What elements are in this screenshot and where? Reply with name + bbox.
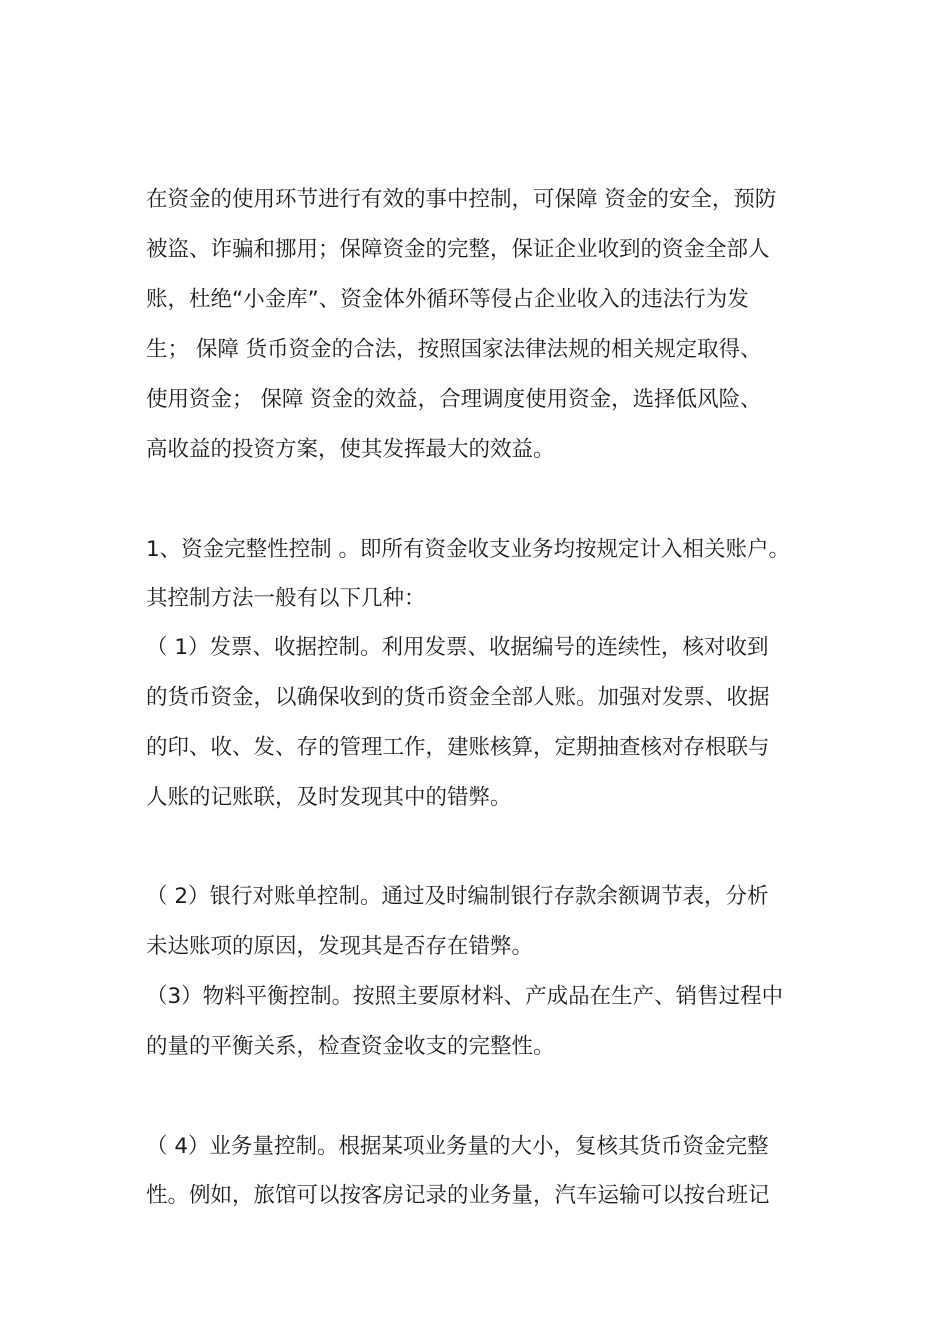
- item-3-line-2: 的量的平衡关系，检查资金收支的完整性。: [146, 1034, 555, 1059]
- paragraph-1-line-1: 在资金的使用环节进行有效的事中控制，可保障 资金的安全，预防: [146, 187, 777, 212]
- section-1-line-4: 的货币资金，以确保收到的货币资金全部人账。加强对发票、收据: [146, 685, 770, 710]
- section-1-line-3: （ 1）发票、收据控制。利用发票、收据编号的连续性，核对收到: [146, 635, 769, 660]
- item-2-line-2: 未达账项的原因，发现其是否存在错弊。: [146, 934, 534, 959]
- section-1-line-6: 人账的记账联，及时发现其中的错弊。: [146, 785, 512, 810]
- section-1-line-2: 其控制方法一般有以下几种：: [146, 586, 426, 611]
- item-4-line-1: （ 4）业务量控制。根据某项业务量的大小，复核其货币资金完整: [146, 1134, 769, 1159]
- item-3-line-1: （3）物料平衡控制。按照主要原材料、产成品在生产、销售过程中: [146, 984, 784, 1009]
- paragraph-1-line-6: 高收益的投资方案，使其发挥最大的效益。: [146, 437, 555, 462]
- paragraph-1-line-5: 使用资金； 保障 资金的效益，合理调度使用资金，选择低风险、: [146, 387, 762, 412]
- section-1-line-1: 1、资金完整性控制 。即所有资金收支业务均按规定计入相关账户。: [146, 537, 791, 562]
- item-4-line-2: 性。例如，旅馆可以按客房记录的业务量，汽车运输可以按台班记: [146, 1183, 770, 1208]
- paragraph-1-line-2: 被盗、诈骗和挪用；保障资金的完整，保证企业收到的资金全部人: [146, 237, 770, 262]
- paragraph-1-line-3: 账，杜绝“小金库”、资金体外循环等侵占企业收入的违法行为发: [146, 287, 749, 312]
- section-1-line-5: 的印、收、发、存的管理工作，建账核算，定期抽查核对存根联与: [146, 735, 770, 760]
- item-2-line-1: （ 2）银行对账单控制。通过及时编制银行存款余额调节表，分析: [146, 884, 769, 909]
- paragraph-1-line-4: 生； 保障 货币资金的合法，按照国家法律法规的相关规定取得、: [146, 337, 762, 362]
